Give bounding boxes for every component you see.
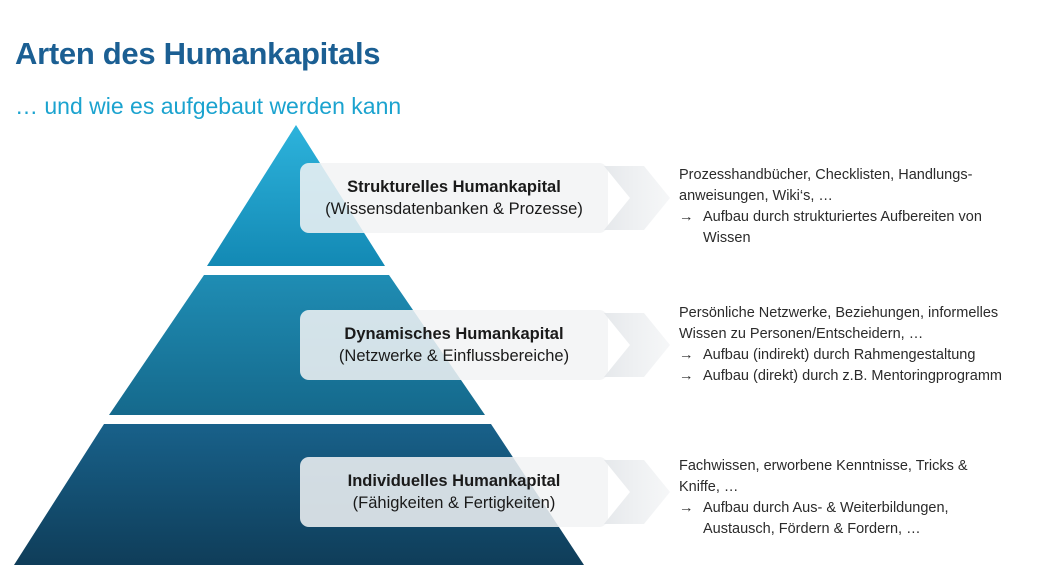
tier-label-structural xyxy=(300,163,608,233)
description-line: Persönliche Netzwerke, Beziehungen, informelles xyxy=(679,305,999,321)
action-text: Wissen xyxy=(703,230,751,246)
action-text: Aufbau durch Aus- & Weiterbildungen, xyxy=(703,500,949,516)
tier-subtitle: (Wissensdatenbanken & Prozesse) xyxy=(325,200,583,218)
page-subtitle: … und wie es aufgebaut werden kann xyxy=(15,93,402,119)
tier-description-structural xyxy=(679,165,1049,249)
description-line: Kniffe, … xyxy=(679,479,739,495)
action-item xyxy=(679,366,1049,387)
chevron-right-icon xyxy=(604,460,670,524)
description-line: Prozesshandbücher, Checklisten, Handlungs- xyxy=(679,167,973,183)
right-arrow-icon: → xyxy=(679,209,694,225)
action-item xyxy=(679,498,1049,540)
description-line: anweisungen, Wiki‘s, … xyxy=(679,188,833,204)
right-arrow-icon: → xyxy=(679,347,694,363)
action-text: Austausch, Fördern & Fordern, … xyxy=(703,521,921,537)
action-text: Aufbau durch strukturiertes Aufbereiten von xyxy=(703,209,982,225)
chevron-right-icon xyxy=(604,166,670,230)
tier-subtitle: (Fähigkeiten & Fertigkeiten) xyxy=(352,494,556,512)
tier-subtitle: (Netzwerke & Einflussbereiche) xyxy=(338,347,570,365)
tier-description-individual xyxy=(679,456,1049,540)
right-arrow-icon: → xyxy=(679,368,694,384)
tier-description-dynamic xyxy=(679,303,1049,387)
tier-label-individual xyxy=(300,457,608,527)
chevron-right-icon xyxy=(604,313,670,377)
right-arrow-icon: → xyxy=(679,500,694,516)
tier-name: Individuelles Humankapital xyxy=(347,472,561,490)
description-line: Wissen zu Personen/Entscheidern, … xyxy=(679,326,924,342)
action-text: Aufbau (indirekt) durch Rahmengestaltung xyxy=(703,347,976,363)
tier-name: Strukturelles Humankapital xyxy=(347,178,561,196)
action-item xyxy=(679,207,1049,249)
tier-name: Dynamisches Humankapital xyxy=(344,325,564,343)
action-text: Aufbau (direkt) durch z.B. Mentoringprogramm xyxy=(703,368,1002,384)
description-line: Fachwissen, erworbene Kenntnisse, Tricks & xyxy=(679,458,968,474)
page-title: Arten des Humankapitals xyxy=(15,36,381,71)
tier-label-dynamic xyxy=(300,310,608,380)
action-item xyxy=(679,345,1049,366)
